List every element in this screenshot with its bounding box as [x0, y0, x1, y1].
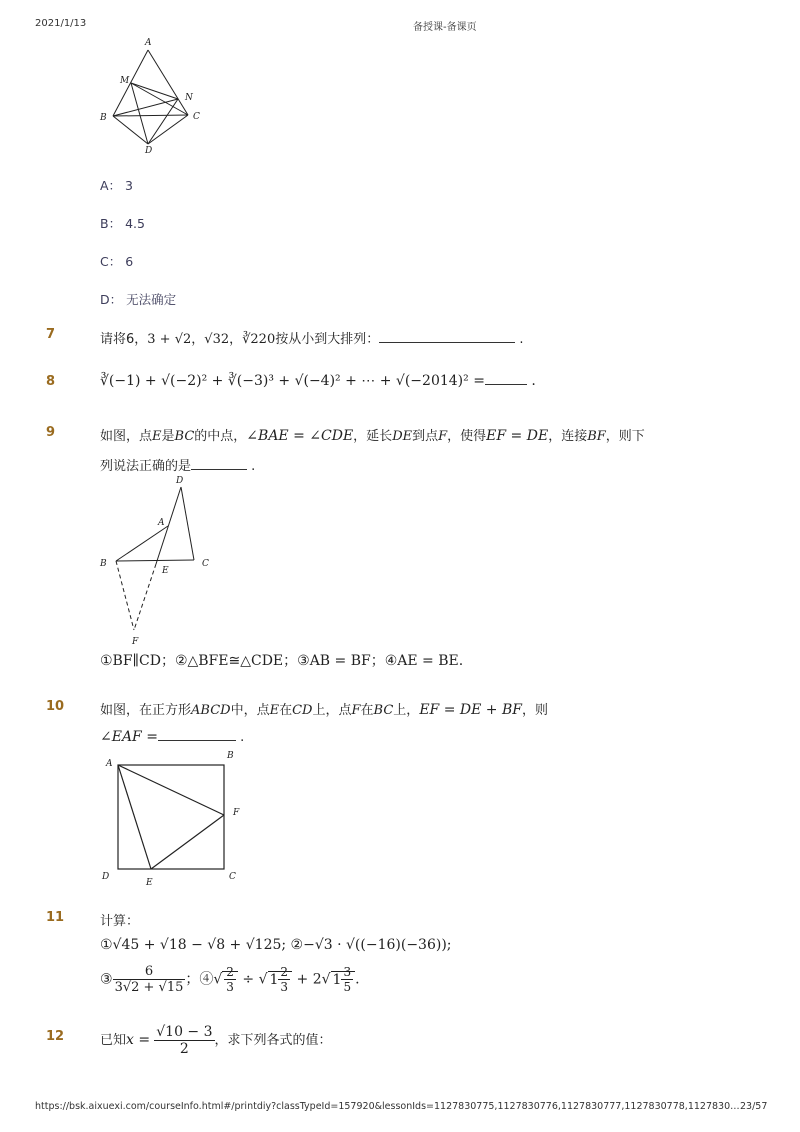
fig1-label-a: A: [145, 38, 152, 48]
question-12-text: 已知x = $\frac{√10 - 3}{2}$ ，求下列各式的值：: [100, 1024, 332, 1057]
question-number-9: 9: [46, 425, 56, 440]
option-d[interactable]: D： 无法确定: [100, 292, 177, 307]
question-9-line1: 如图，点E是BC的中点，∠BAE = ∠CDE，延长DE到点F，使得EF = DE，连接BF，则下: [100, 428, 645, 444]
question-11-line2: ③ $\frac{6}{3√2 + √15}$ ；④√ $\frac{2}{3}$ ÷ √ 1 $\frac{2}{3}$ + 2√ 1 $\frac{3}{5}$ .: [100, 964, 360, 995]
fig10-label-c: C: [229, 872, 236, 882]
question-number-8: 8: [46, 374, 56, 389]
fig1-label-n: N: [185, 93, 193, 103]
question-7-text: 请将6，3 + √2，√32，∛220按从小到大排列： .: [100, 332, 524, 347]
fig10-label-f: F: [233, 808, 240, 818]
question-9-line2: 列说法正确的是 .: [100, 459, 256, 474]
question-8-expression: ∛(−1) + √(−2)² + ∛(−3)³ + √(−4)² + ⋯ + √(−2014)² = .: [100, 373, 536, 389]
page-number: 23/57: [740, 1101, 768, 1112]
question-number-10: 10: [46, 699, 65, 714]
print-date: 2021/1/13: [35, 18, 87, 29]
question-number-7: 7: [46, 327, 56, 342]
answer-blank-7[interactable]: [379, 330, 515, 343]
fig9-label-a: A: [158, 518, 165, 528]
question-number-11: 11: [46, 910, 65, 925]
question-11-line1: ①√45 + √18 − √8 + √125; ②−√3 · √((−16)(−36));: [100, 937, 452, 953]
fig1-label-d: D: [145, 146, 153, 156]
fig9-label-f: F: [132, 637, 139, 647]
fig9-label-c: C: [202, 559, 209, 569]
page-title: 备授课-备课页: [413, 22, 477, 33]
fig1-label-b: B: [100, 113, 107, 123]
answer-blank-8[interactable]: [485, 372, 527, 385]
question-9-statements: ①BF∥CD；②△BFE≅△CDE；③AB = BF；④AE = BE.: [100, 653, 464, 669]
answer-blank-10[interactable]: [158, 728, 236, 741]
fig10-label-a: A: [106, 759, 113, 769]
question-number-12: 12: [46, 1029, 65, 1044]
fig10-label-d: D: [102, 872, 110, 882]
option-b[interactable]: B： 4.5: [100, 216, 145, 231]
figure-q9: [96, 472, 226, 652]
figure-q10: [96, 746, 256, 888]
question-10-line2: ∠EAF = .: [100, 729, 245, 745]
fig10-label-e: E: [146, 878, 153, 888]
answer-blank-9[interactable]: [191, 457, 247, 470]
fig10-label-b: B: [227, 751, 234, 761]
question-10-line1: 如图，在正方形ABCD中，点E在CD上，点F在BC上，EF = DE + BF，则: [100, 702, 548, 718]
question-11-title: 计算：: [100, 914, 140, 929]
fig9-label-b: B: [100, 559, 107, 569]
page-url: https://bsk.aixuexi.com/courseInfo.html#/printdiy?classTypeId=157920&lessonIds=1127830775,1127830776,1127830777,1127830778,1127830…: [35, 1101, 740, 1112]
option-a[interactable]: A： 3: [100, 178, 133, 193]
fig9-label-d: D: [176, 476, 184, 486]
option-c[interactable]: C： 6: [100, 254, 134, 269]
fig1-label-m: M: [120, 76, 130, 86]
fig1-label-c: C: [193, 112, 200, 122]
figure-q6: [96, 36, 206, 156]
fig9-label-e: E: [162, 566, 169, 576]
